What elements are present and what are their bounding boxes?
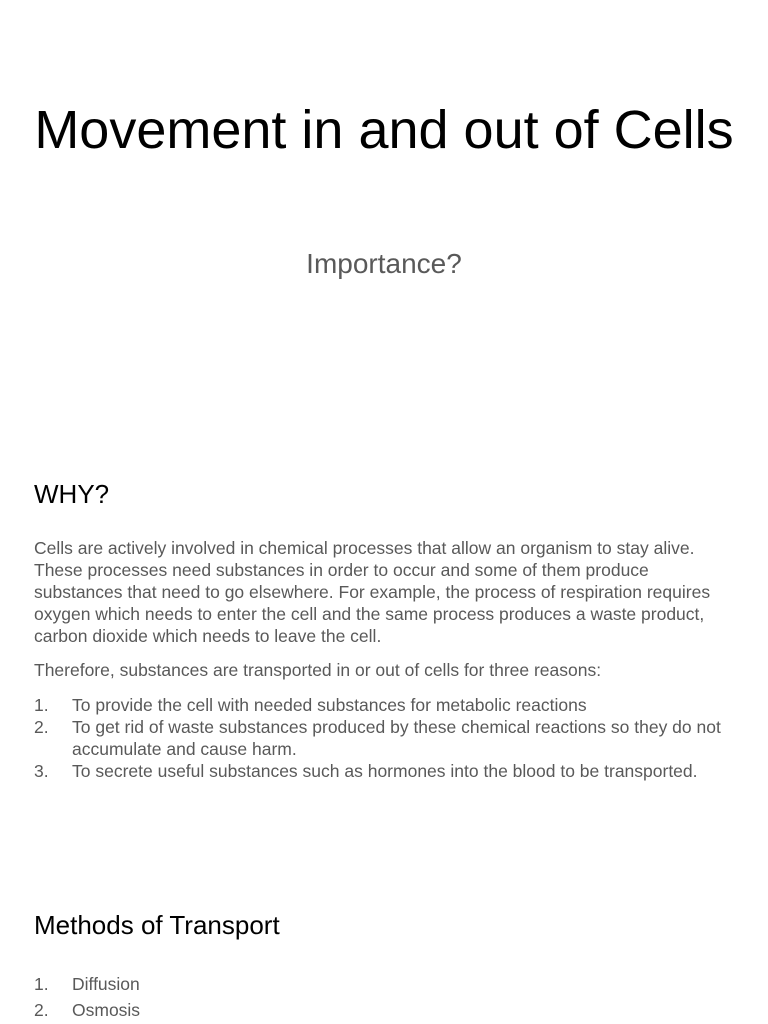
list-item: [34, 997, 734, 1023]
list-item: [34, 694, 734, 716]
list-item-number: 1.: [34, 695, 49, 715]
list-item: [34, 716, 734, 760]
why-heading: WHY?: [34, 479, 110, 509]
methods-list: [34, 971, 734, 1023]
list-item: [34, 760, 734, 782]
why-paragraph-2: Therefore, substances are transported in or out of cells for three reasons:: [34, 660, 602, 680]
list-item-number: 1.: [34, 974, 49, 994]
page-subtitle: Importance?: [306, 248, 462, 279]
list-item-text: To get rid of waste substances produced by these chemical reactions so they do not accumulate and cause harm.: [72, 717, 721, 759]
title-slide: [0, 0, 768, 432]
list-item-number: 3.: [34, 761, 49, 781]
list-item-number: 2.: [34, 717, 49, 737]
methods-heading: Methods of Transport: [34, 910, 280, 940]
why-paragraph-1: Cells are actively involved in chemical processes that allow an organism to stay alive. These processes need substances in order to occur and some of them produce substances that need to go elsewhere. For example, the process of respiration requires oxygen which needs to enter the cell and the same process produces a waste product, carbon dioxide which needs to leave the cell.: [34, 538, 711, 646]
list-item-number: 2.: [34, 1000, 49, 1020]
list-item-text: To secrete useful substances such as hormones into the blood to be transported.: [72, 761, 698, 781]
list-item-text: Osmosis: [72, 1000, 141, 1020]
reasons-list: [34, 694, 734, 782]
list-item: [34, 971, 734, 997]
list-item-text: To provide the cell with needed substances for metabolic reactions: [72, 695, 587, 715]
page-title: Movement in and out of Cells: [34, 100, 734, 160]
list-item-text: Diffusion: [72, 974, 140, 994]
